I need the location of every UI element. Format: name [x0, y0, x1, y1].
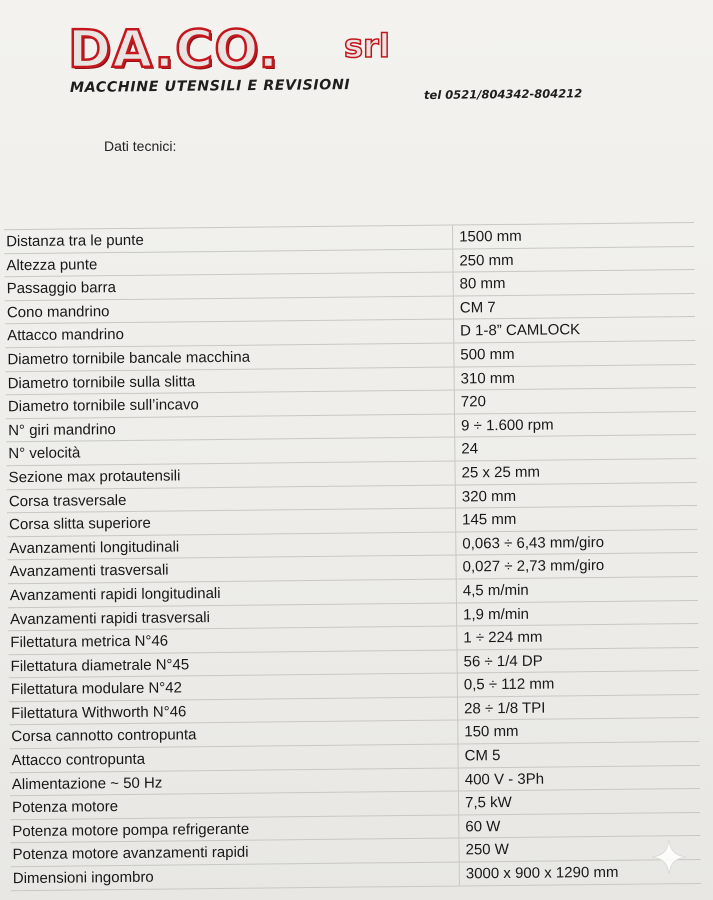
spec-label: Distanza tra le punte [4, 226, 453, 253]
spec-table [4, 222, 701, 891]
company-logo [68, 22, 408, 78]
spec-label: Filettatura Withworth N°46 [9, 697, 458, 724]
spec-label: Diametro tornibile sulla slitta [6, 367, 455, 394]
company-subtitle: MACCHINE UTENSILI E REVISIONI [69, 77, 351, 96]
spec-value: 0,063 ÷ 6,43 mm/giro [462, 533, 605, 553]
spec-label: Attacco contropunta [9, 745, 458, 772]
spec-value: 60 W [465, 817, 501, 836]
spec-value: 24 [461, 440, 479, 458]
spec-value: 28 ÷ 1/8 TPI [463, 699, 546, 718]
spec-label: Corsa trasversale [7, 485, 456, 512]
spec-label: Cono mandrino [5, 296, 454, 323]
spec-label: Filettatura diametrale N°45 [8, 650, 457, 677]
spec-value: 250 W [465, 841, 510, 859]
spec-label: Filettatura metrica N°46 [8, 627, 457, 654]
spec-value: 0,5 ÷ 112 mm [463, 675, 555, 694]
spec-value: 720 [460, 393, 486, 411]
spec-value: 145 mm [462, 511, 517, 529]
spec-label: Avanzamenti trasversali [8, 556, 457, 583]
spec-label: Avanzamenti rapidi trasversali [8, 603, 457, 630]
spec-value: 400 V - 3Ph [464, 770, 545, 789]
spec-value: 80 mm [459, 275, 506, 293]
spec-value: 4,5 m/min [462, 581, 529, 600]
spec-value: 25 x 25 mm [461, 463, 541, 482]
spec-value: 7,5 kW [464, 794, 512, 812]
spec-label: Potenza motore avanzamenti rapidi [10, 839, 459, 866]
spec-value: 320 mm [461, 487, 517, 505]
logo-srl-text: srl [344, 27, 390, 65]
spec-value: 1500 mm [459, 227, 522, 246]
logo-main-text: DA.CO. [68, 20, 280, 80]
spec-value: 0,027 ÷ 2,73 mm/giro [462, 557, 605, 576]
spec-label: Attacco mandrino [5, 320, 454, 347]
sparkle-icon [650, 838, 688, 876]
spec-value: CM 7 [459, 298, 496, 317]
spec-label: Passaggio barra [5, 273, 454, 300]
spec-label: Diametro tornibile bancale macchina [5, 343, 454, 370]
spec-value: 56 ÷ 1/4 DP [463, 652, 543, 671]
spec-label: Alimentazione ~ 50 Hz [10, 768, 459, 795]
spec-label: N° velocità [6, 438, 455, 465]
spec-value: 1 ÷ 224 mm [463, 628, 543, 647]
spec-value: 3000 x 900 x 1290 mm [465, 863, 619, 883]
spec-value: CM 5 [464, 747, 501, 765]
spec-value: 9 ÷ 1.600 rpm [461, 416, 554, 435]
spec-label: Filettatura modulare N°42 [9, 674, 458, 701]
spec-label: Potenza motore [10, 792, 459, 819]
spec-label: Sezione max protautensili [7, 461, 456, 488]
section-title: Dati tecnici: [104, 138, 177, 154]
spec-value: 1,9 m/min [463, 605, 530, 623]
spec-value: 310 mm [460, 369, 515, 388]
company-phone: tel 0521/804342-804212 [423, 86, 583, 102]
spec-label: Corsa slitta superiore [7, 509, 456, 536]
spec-label: Dimensioni ingombro [11, 863, 460, 890]
spec-label: Corsa cannotto contropunta [9, 721, 458, 748]
spec-label: Avanzamenti rapidi longitudinali [8, 579, 457, 606]
spec-value: 250 mm [459, 251, 514, 270]
spec-value: 150 mm [464, 723, 519, 741]
spec-label: N° giri mandrino [6, 414, 455, 441]
spec-value: D 1-8” CAMLOCK [460, 321, 581, 340]
spec-label: Altezza punte [4, 249, 453, 276]
spec-label: Potenza motore pompa refrigerante [10, 815, 459, 842]
spec-value: 500 mm [460, 345, 515, 364]
spec-label: Diametro tornibile sull’incavo [6, 391, 455, 418]
spec-label: Avanzamenti longitudinali [7, 532, 456, 559]
